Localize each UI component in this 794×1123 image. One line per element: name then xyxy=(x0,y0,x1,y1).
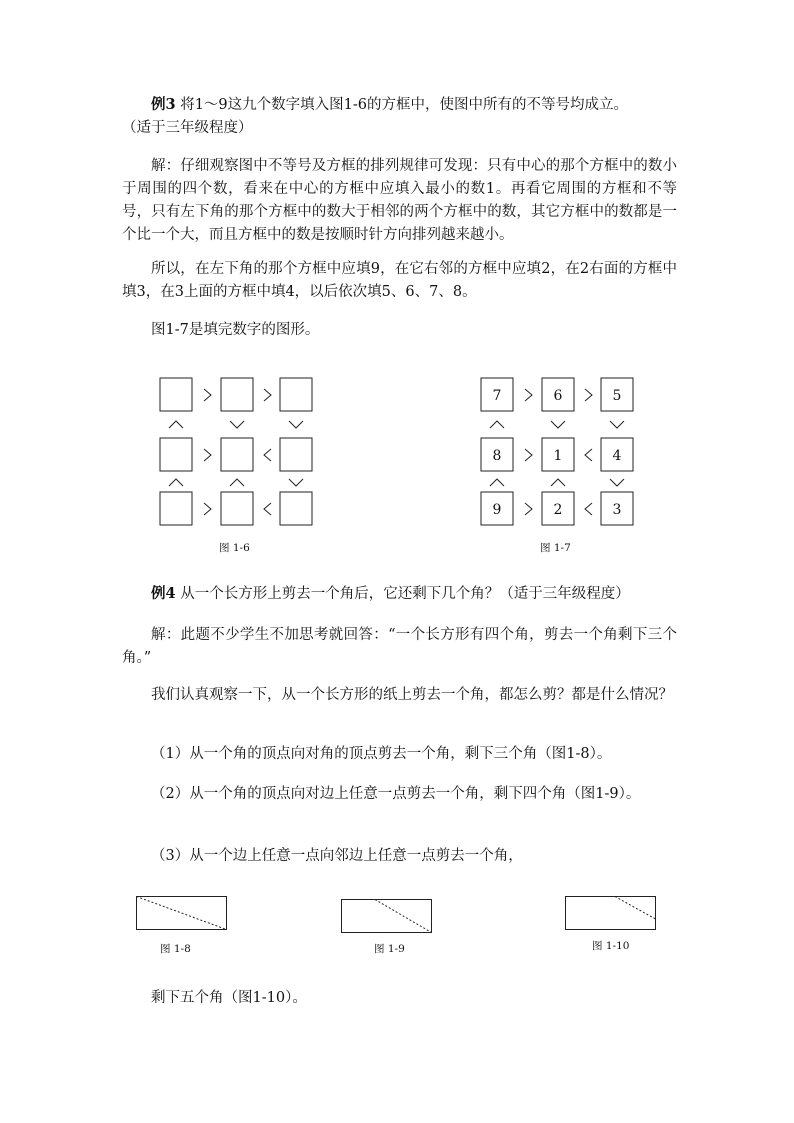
grid-box xyxy=(280,378,312,411)
greater-than-sign xyxy=(264,389,271,401)
less-than-sign-vertical xyxy=(169,421,183,428)
less-than-sign-vertical xyxy=(230,479,244,486)
grid-box xyxy=(160,378,192,411)
solution-4-paragraph-2: 我们认真观察一下，从一个长方形的纸上剪去一个角，都怎么剪？都是什么情况？ xyxy=(151,687,673,703)
less-than-sign-vertical xyxy=(490,479,504,486)
example-3-title xyxy=(151,94,628,116)
example-4-question: 从一个长方形上剪去一个角后，它还剩下几个角？（适于三年级程度） xyxy=(175,586,630,602)
less-than-sign-vertical xyxy=(551,479,565,486)
grid-box xyxy=(160,438,192,471)
solution-3-paragraph-1: 解：仔细观察图中不等号及方框的排列规律可发现：只有中心的那个方框中的数小于周围的四个数，看来在中心的方框中应填入最小的数1。再看它周围的方框和不等号，只有左下角的那个方框中的数大于相邻的两个方框中的数，其它方框中的数都是一个比一个大，而且方框中的数是按顺时针方向排列越来越小。 xyxy=(122,158,677,243)
figure-1-7 xyxy=(471,370,646,535)
less-than-sign-vertical xyxy=(169,479,183,486)
grid-box xyxy=(221,492,253,525)
less-than-sign xyxy=(585,449,592,461)
cut-line xyxy=(375,900,432,933)
solution-3-paragraph-2: 所以，在左下角的那个方框中应填9，在它右邻的方框中应填2，在2右面的方框中填3，在3上面的方框中填4，以后依次填5、6、7、8。 xyxy=(122,261,677,300)
less-than-sign xyxy=(264,503,271,515)
cell-value: 4 xyxy=(612,448,622,464)
cell-value: 5 xyxy=(612,388,622,404)
example-3-question: 将1～9这九个数字填入图1-6的方框中，使图中所有的不等号均成立。 xyxy=(175,97,629,113)
less-than-sign-vertical xyxy=(490,421,504,428)
grid-box xyxy=(280,438,312,471)
greater-than-sign-vertical xyxy=(289,479,303,486)
solution-4-conclusion: 剩下五个角（图1-10）。 xyxy=(151,990,307,1006)
greater-than-sign xyxy=(204,503,211,515)
figure-1-7-caption: 图 1-7 xyxy=(540,542,571,554)
rectangle xyxy=(342,900,432,933)
cell-value: 6 xyxy=(553,388,563,404)
solution-4-paragraph-1: 解：此题不少学生不加思考就回答：“一个长方形有四个角，剪去一个角剩下三个角。” xyxy=(122,627,677,666)
greater-than-sign-vertical xyxy=(610,479,624,486)
example-3-label: 例3 xyxy=(151,96,176,113)
greater-than-sign xyxy=(525,449,532,461)
greater-than-sign xyxy=(204,449,211,461)
figure-1-9-caption: 图 1-9 xyxy=(374,943,405,955)
greater-than-sign-vertical xyxy=(551,421,565,428)
greater-than-sign xyxy=(585,389,592,401)
cell-value: 1 xyxy=(553,448,563,464)
greater-than-sign-vertical xyxy=(230,421,244,428)
example-3-level: （适于三年级程度） xyxy=(122,120,253,136)
figure-1-6-caption: 图 1-6 xyxy=(219,542,250,554)
greater-than-sign-vertical xyxy=(610,421,624,428)
grid-box xyxy=(221,378,253,411)
cut-line xyxy=(615,897,656,920)
less-than-sign xyxy=(264,449,271,461)
greater-than-sign xyxy=(525,389,532,401)
grid-box xyxy=(280,492,312,525)
solution-4-case-3: （3）从一个边上任意一点向邻边上任意一点剪去一个角， xyxy=(151,848,523,864)
greater-than-sign xyxy=(525,503,532,515)
grid-box xyxy=(221,438,253,471)
less-than-sign xyxy=(585,503,592,515)
figure-1-10-caption: 图 1-10 xyxy=(592,940,630,952)
cell-value: 9 xyxy=(492,502,502,518)
grid-box xyxy=(160,492,192,525)
greater-than-sign-vertical xyxy=(289,421,303,428)
example-4-label: 例4 xyxy=(151,585,176,602)
cell-value: 2 xyxy=(553,502,563,518)
figure-1-8-caption: 图 1-8 xyxy=(160,943,191,955)
figure-1-10 xyxy=(563,893,663,933)
cell-value: 7 xyxy=(492,388,502,404)
cut-line xyxy=(137,897,227,930)
cell-value: 3 xyxy=(612,502,622,518)
figure-1-6 xyxy=(150,370,325,535)
greater-than-sign xyxy=(204,389,211,401)
solution-3-paragraph-3: 图1-7是填完数字的图形。 xyxy=(151,322,320,338)
figure-1-9 xyxy=(339,896,439,936)
figure-1-8 xyxy=(134,893,234,933)
cell-value: 8 xyxy=(492,448,502,464)
rectangle xyxy=(566,897,656,930)
example-4-title xyxy=(151,583,630,605)
solution-4-case-2: （2）从一个角的顶点向对边上任意一点剪去一个角，剩下四个角（图1-9）。 xyxy=(151,786,641,802)
solution-4-case-1: （1）从一个角的顶点向对角的顶点剪去一个角，剩下三个角（图1-8）。 xyxy=(151,746,612,762)
